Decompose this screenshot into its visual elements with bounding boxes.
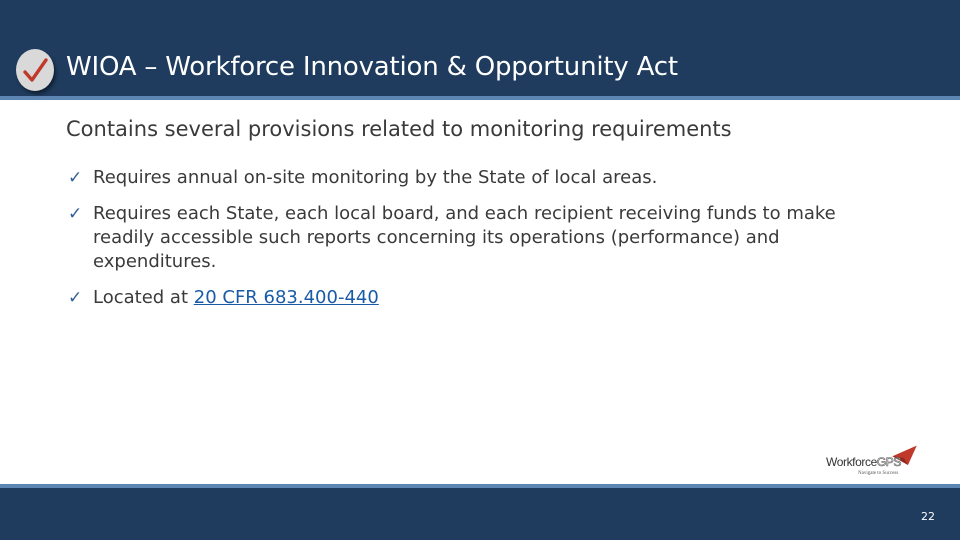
header-rule	[0, 96, 960, 100]
bullet-item	[68, 286, 898, 310]
workforcegps-logo	[824, 444, 924, 480]
checkmark-icon: ✓	[68, 168, 83, 188]
bullet-list	[68, 166, 898, 322]
cfr-link[interactable]: 20 CFR 683.400-440	[193, 287, 379, 308]
page-number: 22	[921, 510, 935, 523]
logo-tagline: Navigate to Success	[858, 471, 899, 476]
bullet-item	[68, 166, 898, 190]
slide-subtitle: Contains several provisions related to monitoring requirements	[66, 117, 732, 141]
bullet-text: Requires annual on-site monitoring by the State of local areas.	[93, 167, 658, 188]
logo-wordmark	[826, 455, 901, 469]
logo-word-gps: GPS	[876, 455, 902, 469]
checkmark-badge-icon	[16, 49, 54, 91]
logo-word-workforce: Workforce	[826, 455, 877, 469]
checkmark-icon: ✓	[68, 204, 83, 224]
bullet-text: Requires each State, each local board, and each recipient receiving funds to make readily accessible such reports concerning its operations (performance) and expenditures.	[93, 203, 836, 272]
footer-bar	[0, 488, 960, 540]
bullet-item	[68, 202, 898, 274]
checkmark-icon: ✓	[68, 288, 83, 308]
slide-title: WIOA – Workforce Innovation & Opportunity Act	[66, 52, 678, 82]
bullet-prefix: Located at	[93, 287, 194, 308]
